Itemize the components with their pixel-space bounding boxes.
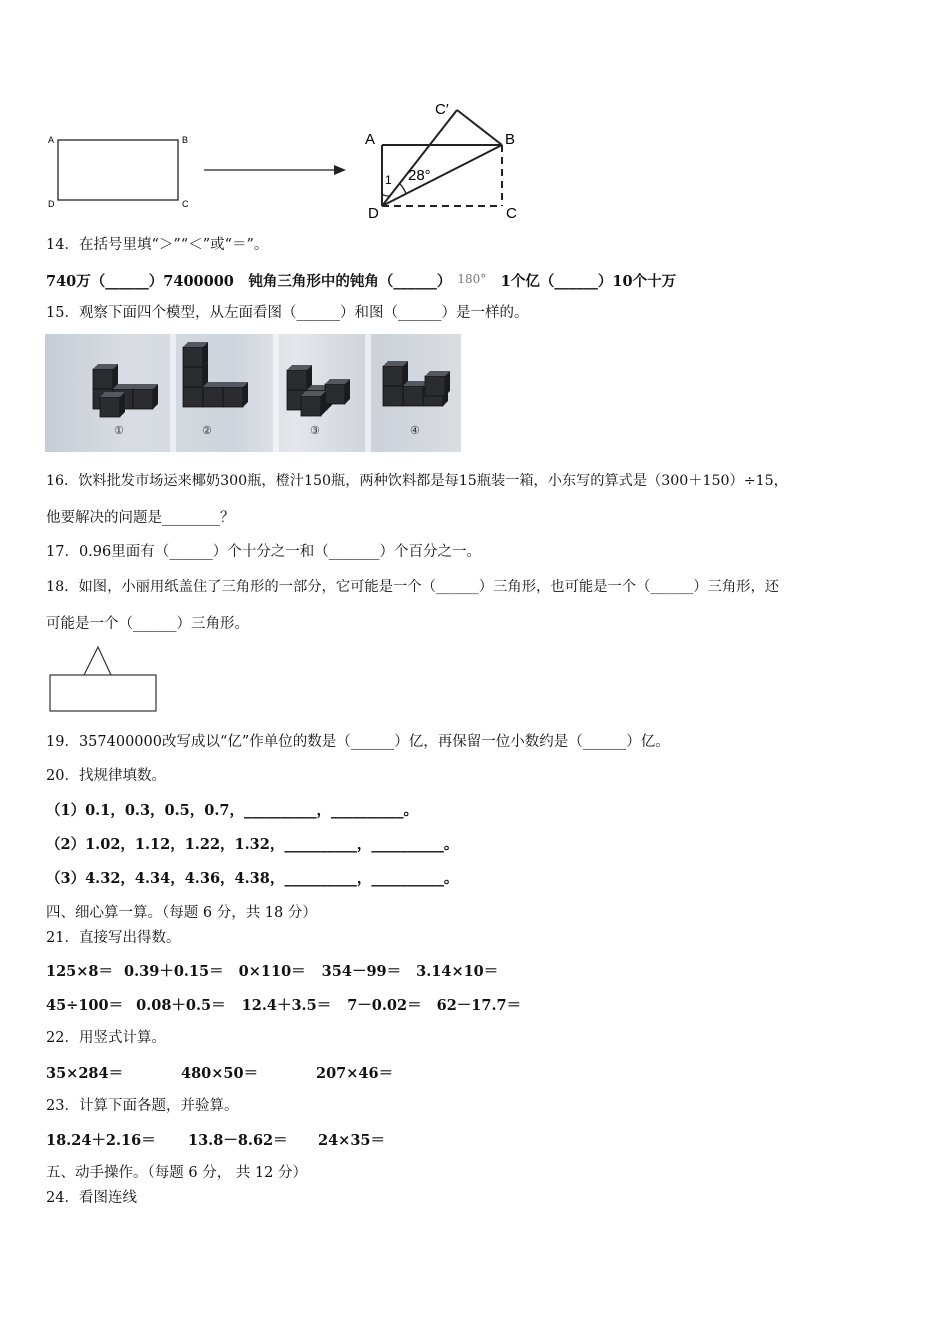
- q21-item: 62－17.7＝: [436, 997, 522, 1014]
- cube-model-2: [183, 342, 248, 407]
- q21-item: 125×8＝: [46, 963, 114, 980]
- q22-title: 22．用竖式计算。: [46, 1030, 166, 1046]
- rectangle-figure: [40, 125, 200, 215]
- q21-item: 0.08＋0.5＝: [136, 997, 226, 1014]
- fold-label-d: D: [368, 205, 379, 222]
- q20-row-2: （2）1.02，1.12，1.22，1.32，__________，__________。: [46, 836, 459, 853]
- cube-caption-4: ④: [410, 424, 420, 437]
- q24-title: 24．看图连线: [46, 1190, 137, 1206]
- q14-line-part1: 740万（______）7400000 钝角三角形中的钝角（______）: [46, 273, 452, 290]
- q21-item: 12.4＋3.5＝: [241, 997, 332, 1014]
- section-4-title: 四、细心算一算。（每题 6 分，共 18 分）: [46, 905, 317, 921]
- q20-row-3: （3）4.32，4.34，4.36，4.38，__________，__________。: [46, 870, 459, 887]
- q16-line1: 16．饮料批发市场运来椰奶300瓶，橙汁150瓶，两种饮料都是每15瓶装一箱，小东写的算式是（300＋150）÷15，: [46, 473, 788, 489]
- q16-line2: 他要解决的问题是________？: [46, 510, 235, 526]
- cube-caption-3: ③: [310, 424, 320, 437]
- q23-item-3: 24×35＝: [318, 1132, 386, 1149]
- q14-line-part2: 1个亿（______）10个十万: [486, 273, 677, 290]
- folded-rectangle-figure: [360, 98, 530, 223]
- q18-line1: 18．如图，小丽用纸盖住了三角形的一部分，它可能是一个（______）三角形，也可能是一个（______）三角形，还: [46, 579, 780, 595]
- fold-label-c-prime: C′: [435, 101, 449, 118]
- q14-compare-line: [46, 269, 676, 292]
- q22-item-3: 207×46＝: [316, 1065, 394, 1082]
- q21-item: 0.39＋0.15＝: [124, 963, 224, 980]
- q20-title: 20．找规律填数。: [46, 768, 166, 784]
- q14-title: 14．在括号里填“＞”“＜”或“＝”。: [46, 237, 269, 253]
- rect-label-b: B: [182, 135, 189, 145]
- fold-label-a: A: [365, 131, 376, 148]
- q22-item-2: 480×50＝: [181, 1065, 259, 1082]
- q19-line: 19．357400000改写成以“亿”作单位的数是（______）亿，再保留一位小数约是（______）亿。: [46, 734, 670, 750]
- q15-title: 15．观察下面四个模型，从左面看图（______）和图（______）是一样的。: [46, 305, 529, 321]
- q21-item: 354－99＝: [321, 963, 402, 980]
- cube-model-4: [383, 361, 450, 406]
- q21-item: 7－0.02＝: [347, 997, 422, 1014]
- q21-item: 45÷100＝: [46, 997, 124, 1014]
- q22-item-1: 35×284＝: [46, 1065, 124, 1082]
- q23-item-1: 18.24＋2.16＝: [46, 1132, 156, 1149]
- rect-label-a: A: [48, 135, 55, 145]
- fold-label-c: C: [506, 205, 517, 222]
- rect-label-d: D: [48, 199, 55, 209]
- fold-label-one: 1: [385, 173, 392, 187]
- section-5-title: 五、动手操作。（每题 6 分， 共 12 分）: [46, 1165, 307, 1181]
- fold-label-angle: 28°: [408, 167, 431, 184]
- q23-title: 23．计算下面各题，并验算。: [46, 1098, 239, 1114]
- q21-row-1: [46, 960, 498, 981]
- q21-row-2: [46, 994, 521, 1015]
- cube-caption-1: ①: [114, 424, 124, 437]
- q21-item: 0×110＝: [238, 963, 306, 980]
- cube-caption-2: ②: [202, 424, 212, 437]
- q18-line2: 可能是一个（______）三角形。: [46, 616, 249, 632]
- cube-model-1: [93, 364, 158, 417]
- cube-models-photo: [45, 334, 461, 452]
- q20-row-1: （1）0.1，0.3，0.5，0.7，__________，__________。: [46, 802, 418, 819]
- rect-label-c: C: [182, 199, 189, 209]
- fold-label-b: B: [505, 131, 516, 148]
- q21-item: 3.14×10＝: [416, 963, 499, 980]
- q14-degree: 180°: [457, 272, 487, 286]
- cube-model-3: [287, 365, 350, 416]
- q21-title: 21．直接写出得数。: [46, 930, 181, 946]
- q17-line: 17．0.96里面有（______）个十分之一和（_______）个百分之一。: [46, 544, 481, 560]
- q23-item-2: 13.8－8.62＝: [188, 1132, 288, 1149]
- arrow-figure: [200, 160, 350, 180]
- covered-triangle-figure: [48, 645, 160, 715]
